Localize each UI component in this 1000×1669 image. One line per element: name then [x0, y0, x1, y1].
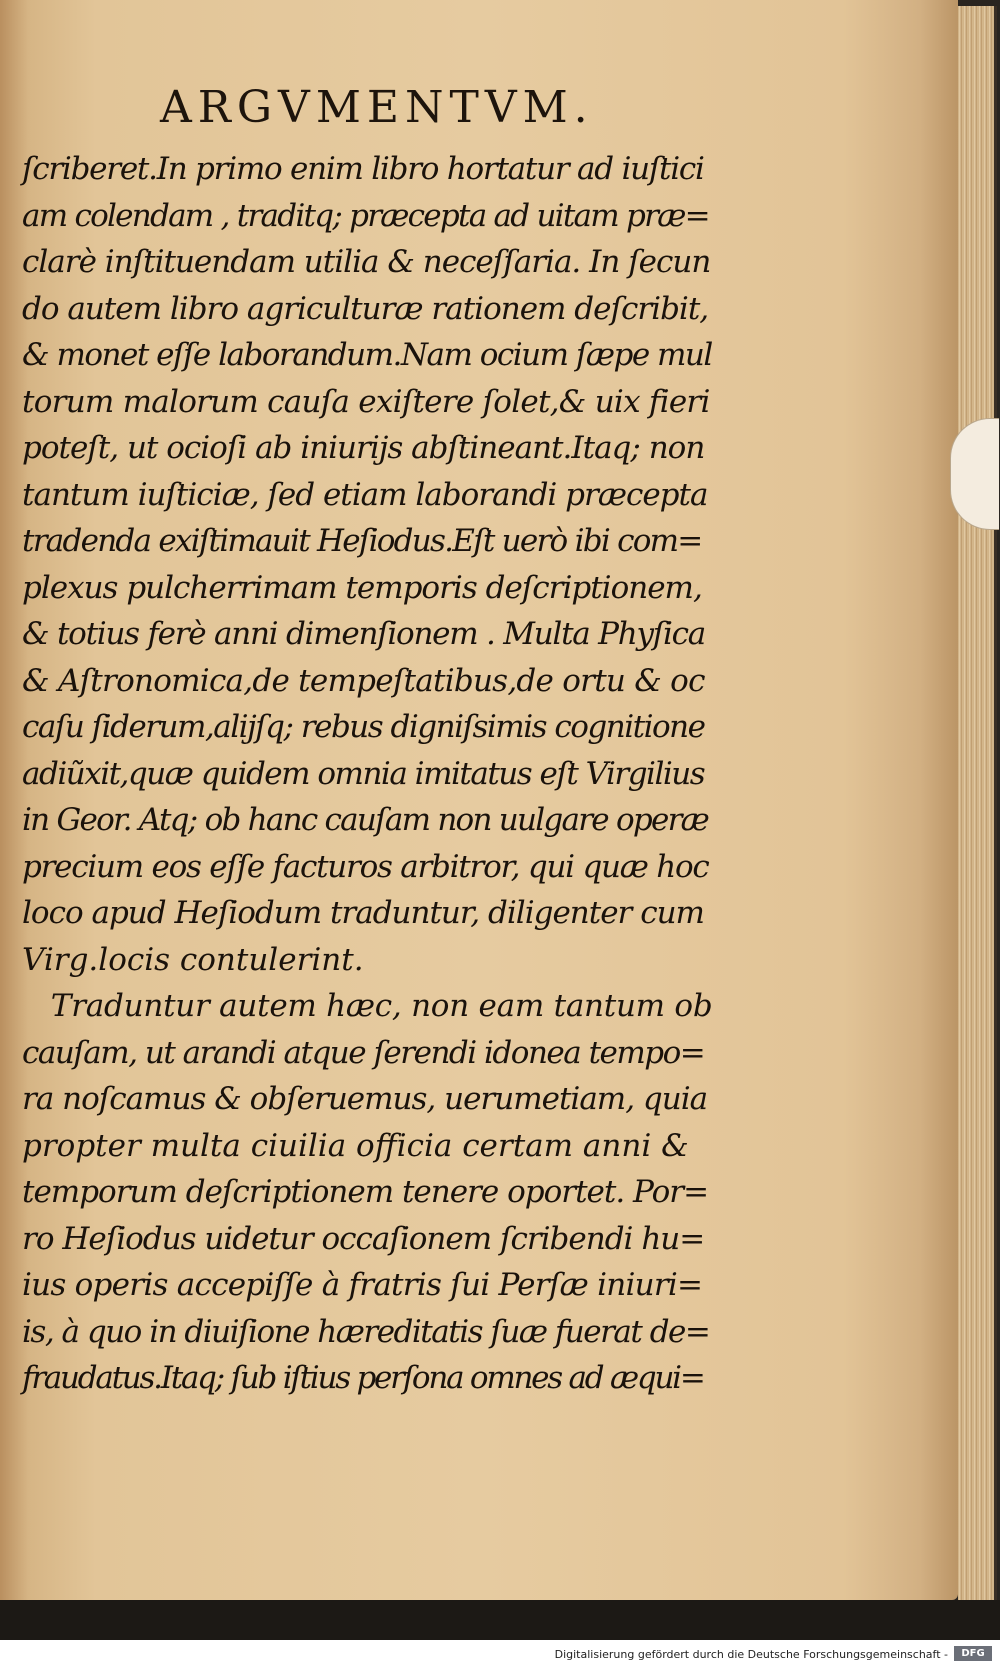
text-line: propter multa ciuilia officia certam anni &	[22, 1127, 689, 1164]
text-line: poteſt, ut ocioſi ab iniurijs abſtineant.Itaq; non	[22, 430, 705, 466]
text-line: clarè inſtituendam utilia & neceſſaria. In ſecun	[22, 244, 711, 280]
text-line: caſu ſiderum,alijſq; rebus digniſsimis cognitione	[22, 709, 705, 745]
text-line: torum malorum cauſa exiſtere ſolet,& uix fieri	[22, 383, 710, 420]
text-line: & Aſtronomica,de tempeſtatibus,de ortu & oc	[22, 662, 705, 699]
text-line: cauſam, ut arandi atque ſerendi idonea tempo=	[22, 1034, 705, 1071]
bookmark-tab	[950, 418, 999, 530]
text-line: loco apud Heſiodum traduntur, diligenter cum	[22, 895, 704, 931]
text-line: plexus pulcherrimam temporis deſcriptionem,	[22, 569, 702, 606]
text-line: Virg.locis contulerint.	[22, 941, 364, 978]
scan-shadow	[0, 1600, 1000, 1640]
dfg-logo: DFG	[954, 1646, 992, 1661]
text-line: ius operis accepiſſe à fratris ſui Perſæ iniuri=	[22, 1267, 703, 1303]
text-line: do autem libro agriculturæ rationem deſcribit,	[22, 290, 709, 327]
text-line: adiũxit,quæ quidem omnia imitatus eſt Virgilius	[22, 755, 705, 792]
page-edges	[958, 6, 997, 1611]
body-text	[22, 146, 712, 1402]
running-header: ARGVMENTVM.	[160, 82, 594, 133]
text-line: ſcriberet.In primo enim libro hortatur ad iuſtici	[22, 151, 704, 187]
text-line: temporum deſcriptionem tenere oportet. Por=	[22, 1174, 709, 1210]
text-line: & monet eſſe laborandum.Nam ocium ſæpe mul	[22, 337, 712, 373]
text-line: fraudatus.Itaq; ſub iſtius perſona omnes ad æqui=	[22, 1360, 704, 1396]
text-line: ro Heſiodus uidetur occaſionem ſcribendi hu=	[22, 1220, 705, 1257]
text-line: & totius ferè anni dimenſionem . Multa Phyſica	[22, 616, 705, 652]
text-line: tradenda exiſtimauit Heſiodus.Eſt uerò ibi com=	[22, 523, 702, 559]
text-line: Traduntur autem hæc, non eam tantum ob	[22, 988, 713, 1024]
text-line: am colendam , traditq; præcepta ad uitam præ=	[22, 197, 709, 234]
text-line: tantum iuſticiæ, ſed etiam laborandi præcepta	[22, 476, 708, 513]
text-line: is, à quo in diuiſione hæreditatis ſuæ fuerat de=	[22, 1313, 710, 1350]
text-line: ra noſcamus & obſeruemus, uerumetiam, quia	[22, 1081, 708, 1117]
funding-note: Digitalisierung gefördert durch die Deutsche Forschungsgemeinschaft -	[554, 1648, 948, 1661]
text-line: in Geor. Atq; ob hanc cauſam non uulgare operæ	[22, 802, 709, 838]
text-line: precium eos eſſe facturos arbitror, qui quæ hoc	[22, 848, 709, 885]
